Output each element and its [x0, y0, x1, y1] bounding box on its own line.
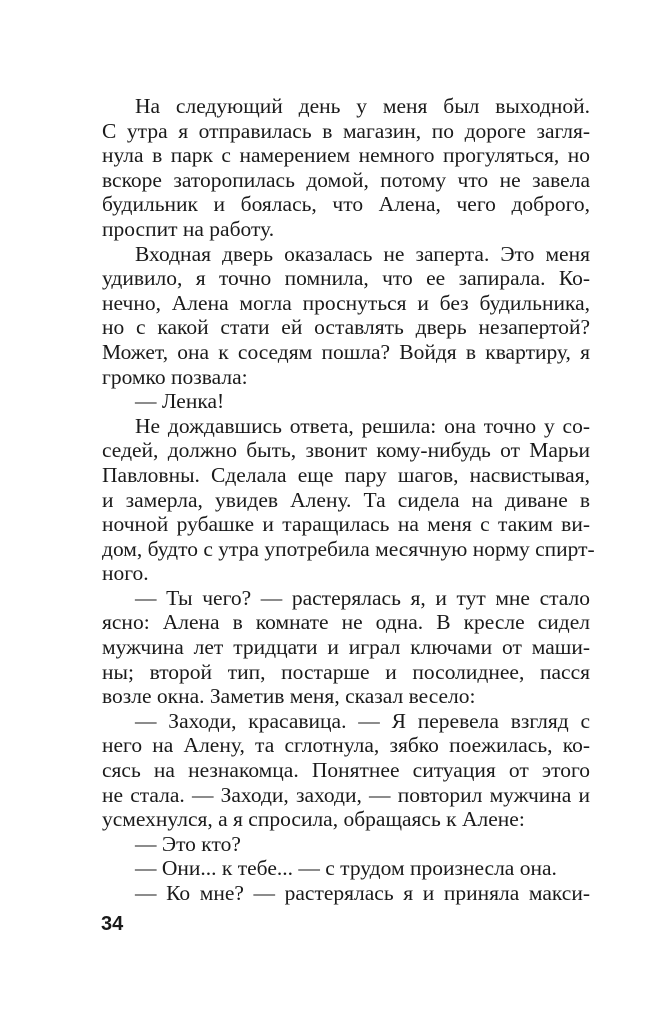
text-line: Входная дверь оказалась не заперта. Это меня	[135, 241, 590, 266]
text-line: Может, она к соседям пошла? Войдя в квартиру, я	[102, 339, 590, 364]
text-line: будильник и боялась, что Алена, чего доброго,	[102, 192, 590, 217]
text-line: — Заходи, красавица. — Я перевела взгляд с	[135, 708, 590, 733]
text-line: — Ленка!	[135, 389, 225, 414]
text-line: но с какой стати ей оставлять дверь незапертой?	[102, 315, 590, 340]
text-line: — Они... к тебе... — с трудом произнесла она.	[135, 856, 557, 881]
text-line: седей, должно быть, звонит кому-нибудь от Марьи	[102, 438, 590, 463]
text-line: возле окна. Заметив меня, сказал весело:	[102, 684, 476, 709]
text-line: ного.	[102, 561, 149, 586]
text-line: него на Алену, та сглотнула, зябко поежилась, ко-	[102, 733, 590, 758]
text-line: — Ты чего? — растерялась я, и тут мне стало	[135, 585, 590, 610]
text-line: мужчина лет тридцати и играл ключами от маши-	[102, 635, 590, 660]
body-text	[102, 94, 595, 906]
text-line: дом, будто с утра употребила месячную норму спирт-	[102, 536, 595, 561]
text-line: вскоре заторопилась домой, потому что не завела	[102, 167, 590, 192]
text-line: проспит на работу.	[102, 216, 275, 241]
text-line: Павловны. Сделала еще пару шагов, насвистывая,	[102, 462, 590, 487]
text-line: усмехнулся, а я спросила, обращаясь к Алене:	[102, 807, 525, 832]
text-line: нечно, Алена могла проснуться и без будильника,	[102, 290, 590, 315]
text-line: и замерла, увидев Алену. Та сидела на диване в	[102, 487, 590, 512]
text-line: С утра я отправилась в магазин, по дороге загля-	[102, 118, 590, 143]
text-line: ны; второй тип, постарше и посолиднее, пасся	[102, 659, 590, 684]
page-number: 34	[101, 913, 124, 935]
text-line: не стала. — Заходи, заходи, — повторил мужчина и	[102, 782, 590, 807]
text-line: Не дождавшись ответа, решила: она точно у со-	[135, 413, 590, 438]
text-line: нула в парк с намерением немного прогуляться, но	[102, 143, 590, 168]
text-line: ночной рубашке и таращилась на меня с таким ви-	[102, 512, 590, 537]
text-line: сясь на незнакомца. Понятнее ситуация от этого	[102, 758, 590, 783]
text-line: ясно: Алена в комнате не одна. В кресле сидел	[102, 610, 590, 635]
text-line: — Это кто?	[135, 831, 241, 856]
text-line: На следующий день у меня был выходной.	[135, 94, 590, 118]
text-line: удивило, я точно помнила, что ее запирала. Ко-	[102, 266, 590, 291]
text-line: — Ко мне? — растерялась я и приняла макси-	[135, 881, 590, 905]
text-line: громко позвала:	[102, 364, 248, 389]
